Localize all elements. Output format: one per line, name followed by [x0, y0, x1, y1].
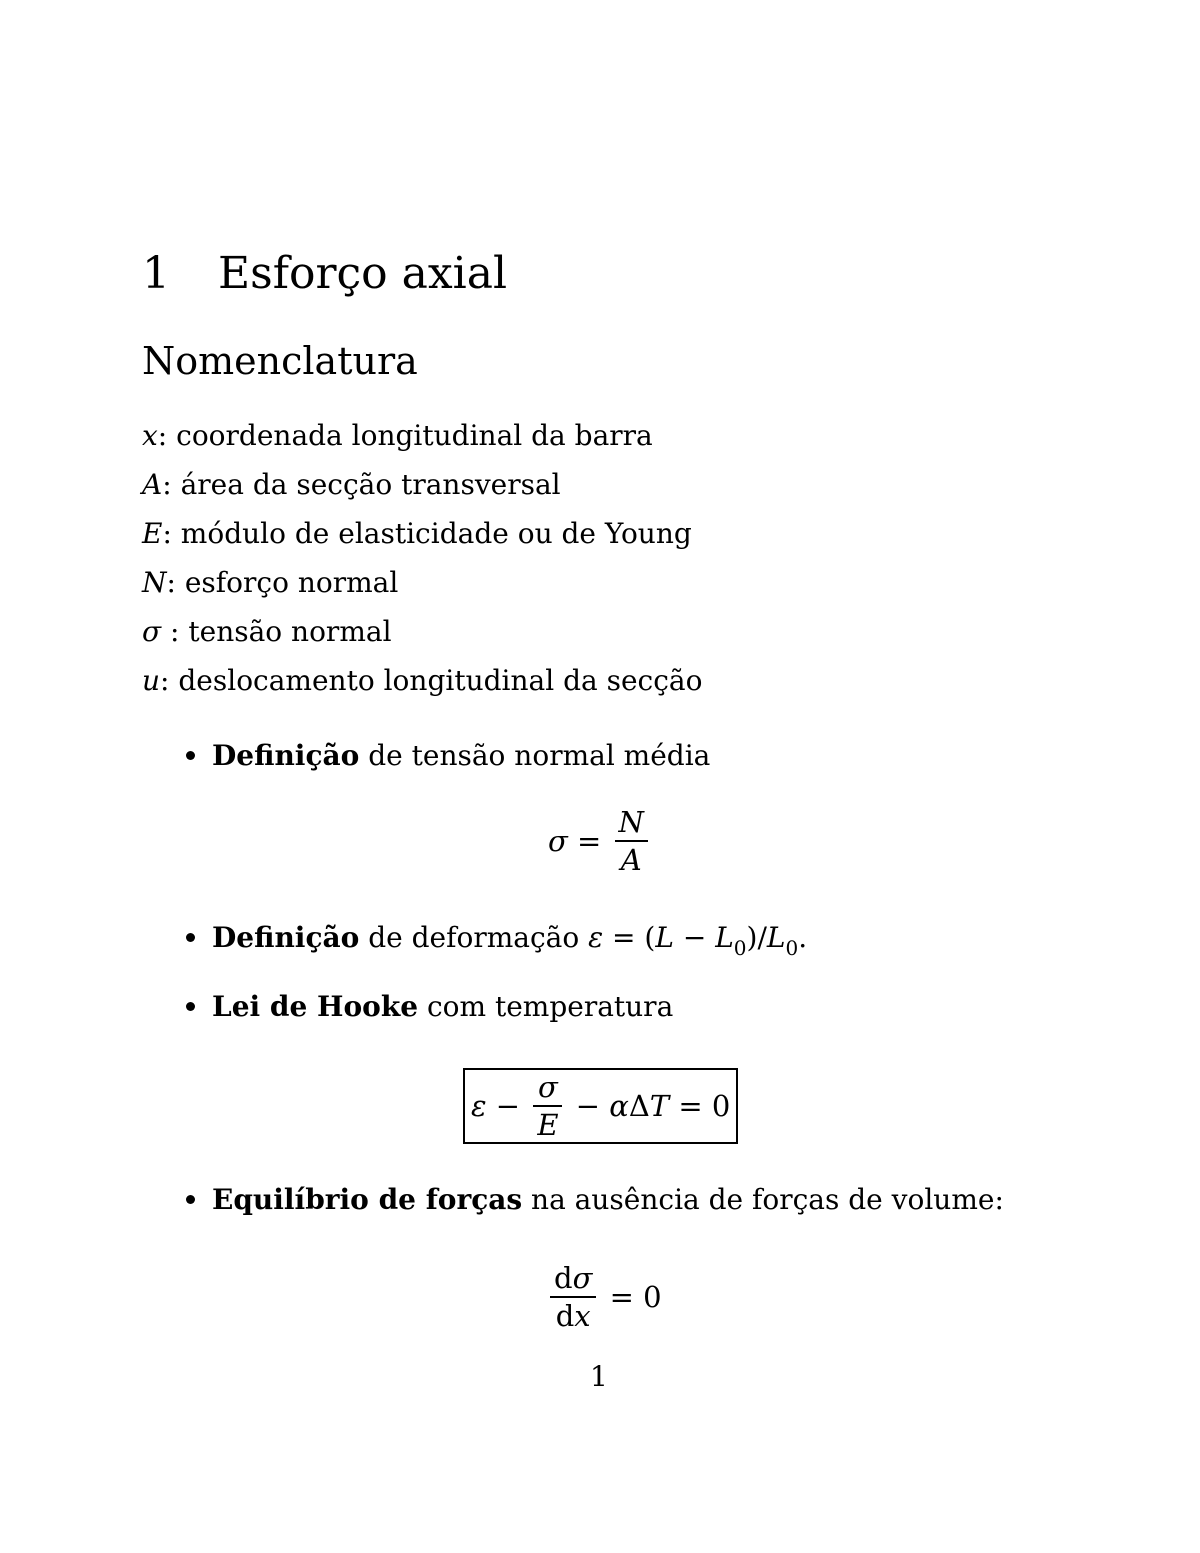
eq-rhs: = 0 [600, 1280, 662, 1314]
description: área da secção transversal [171, 468, 561, 501]
fraction [615, 804, 648, 878]
bullet-icon [186, 751, 195, 760]
bullet-item [186, 987, 673, 1027]
eq-symbol: T [649, 1089, 670, 1123]
eq-symbol: σ [548, 824, 568, 858]
bullet-item [186, 1180, 1004, 1220]
description: tensão normal [179, 615, 392, 648]
bullet-bold: Equilíbrio de forças [212, 1183, 523, 1216]
equation-equilibrium [546, 1260, 662, 1334]
denominator [552, 1298, 595, 1334]
eq-operator: = ( [603, 921, 656, 954]
separator: : [160, 664, 170, 697]
eq-subscript: 0 [733, 936, 747, 960]
nomenclature-item [142, 513, 702, 562]
bullet-text: com temperatura [418, 990, 674, 1023]
symbol: A [142, 468, 163, 501]
fraction [550, 1260, 596, 1334]
bullet-icon [186, 1002, 195, 1011]
eq-symbol: L [766, 921, 786, 954]
eq-symbol: d [555, 1299, 575, 1333]
nomenclature-list [142, 415, 702, 709]
bullet-text: na ausência de forças de volume: [522, 1183, 1004, 1216]
eq-subscript: 0 [785, 936, 799, 960]
section-title: Esforço axial [218, 248, 508, 299]
eq-operator: )/ [746, 921, 767, 954]
separator: : [161, 615, 180, 648]
equation-hooke-boxed [463, 1068, 738, 1144]
subsection-heading: Nomenclatura [142, 339, 418, 383]
symbol: E [142, 517, 163, 550]
separator: : [162, 468, 172, 501]
eq-operator: . [798, 921, 808, 954]
bullet-bold: Definição [212, 921, 360, 954]
denominator: E [537, 1108, 559, 1142]
numerator: σ [538, 1070, 558, 1104]
eq-symbol: x [574, 1299, 591, 1333]
equation-box [463, 1068, 738, 1144]
nomenclature-item [142, 464, 702, 513]
symbol: σ [142, 615, 162, 648]
eq-symbol: Δ [628, 1089, 650, 1123]
description: esforço normal [175, 566, 399, 599]
section-heading [142, 248, 507, 300]
eq-symbol: α [609, 1089, 629, 1123]
eq-symbol: d [554, 1261, 573, 1295]
nomenclature-item [142, 415, 702, 464]
bullet-text: de deformação [359, 921, 589, 954]
separator: : [157, 419, 168, 452]
bullet-bold: Lei de Hooke [212, 990, 419, 1023]
eq-symbol: L [715, 921, 734, 954]
eq-operator: − [566, 1089, 610, 1123]
bullet-icon [186, 933, 195, 942]
numerator [550, 1260, 596, 1296]
denominator: A [620, 843, 642, 877]
numerator: N [618, 805, 644, 839]
equation-stress [548, 804, 652, 878]
eq-symbol: σ [572, 1261, 593, 1295]
separator: : [162, 517, 172, 550]
bullet-bold: Definição [212, 739, 360, 772]
separator: : [166, 566, 176, 599]
eq-symbol: ε [471, 1089, 487, 1123]
nomenclature-item [142, 562, 702, 611]
bullet-item [186, 736, 710, 776]
eq-operator: − [486, 1089, 530, 1123]
bullet-icon [186, 1195, 195, 1204]
symbol: u [142, 664, 161, 697]
section-number: 1 [142, 248, 170, 299]
eq-operator: = [567, 824, 611, 858]
eq-symbol: ε [588, 921, 604, 954]
nomenclature-item [142, 660, 702, 709]
fraction [533, 1069, 562, 1143]
page-number: 1 [590, 1360, 608, 1393]
description: coordenada longitudinal da barra [167, 419, 653, 452]
symbol: x [142, 419, 158, 452]
eq-symbol: L [655, 921, 674, 954]
eq-rhs: = 0 [669, 1089, 731, 1123]
symbol: N [142, 566, 167, 599]
description: módulo de elasticidade ou de Young [171, 517, 692, 550]
bullet-text: de tensão normal média [359, 739, 711, 772]
bullet-item [186, 918, 807, 960]
eq-operator: − [673, 921, 716, 954]
description: deslocamento longitudinal da secção [169, 664, 703, 697]
nomenclature-item [142, 611, 702, 660]
